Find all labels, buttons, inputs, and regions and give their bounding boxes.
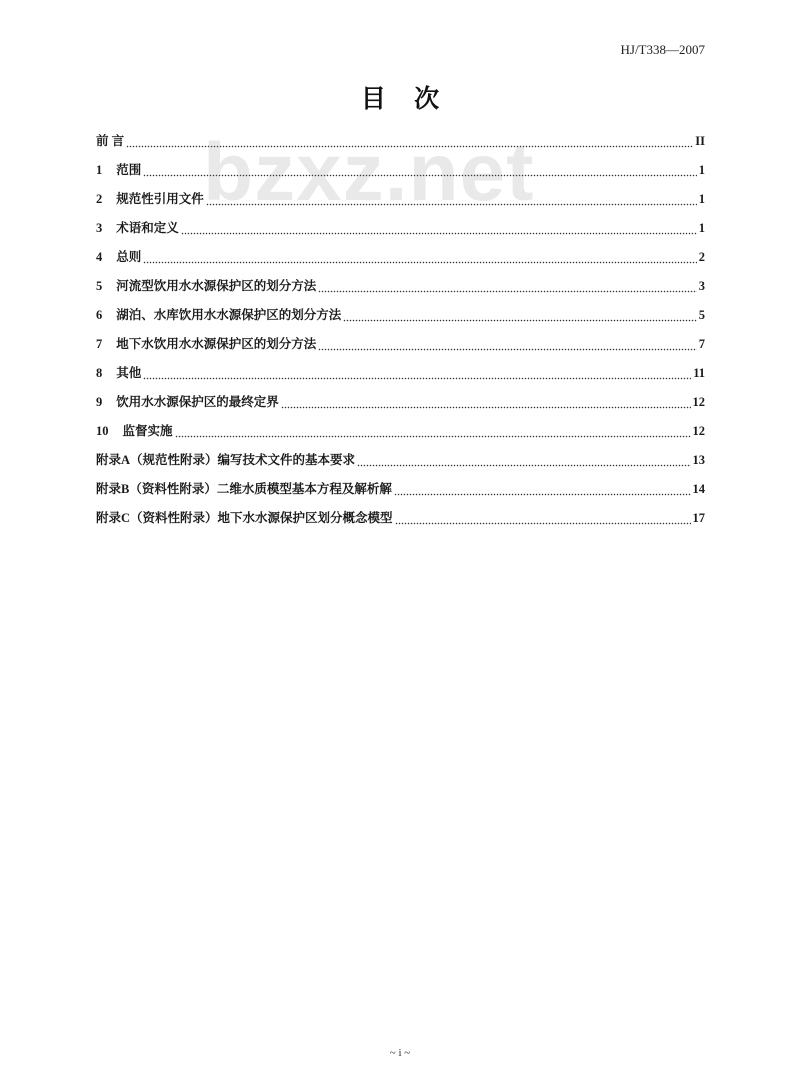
toc-entry-title: 湖泊、水库饮用水水源保护区的划分方法 bbox=[116, 308, 342, 322]
toc-entry-page: 14 bbox=[692, 482, 705, 496]
toc-entry-title: 饮用水水源保护区的最终定界 bbox=[116, 395, 279, 409]
toc-entry-page: 12 bbox=[692, 395, 705, 409]
document-code: HJ/T338—2007 bbox=[620, 42, 705, 57]
toc-entry-page: 13 bbox=[692, 453, 705, 467]
dot-leader bbox=[343, 305, 696, 325]
toc-entry-title: 河流型饮用水水源保护区的划分方法 bbox=[116, 279, 317, 293]
dot-leader bbox=[394, 479, 691, 499]
toc-entry-page: 3 bbox=[698, 279, 705, 293]
dot-leader bbox=[318, 334, 696, 354]
toc-entry-page: 1 bbox=[698, 192, 705, 206]
dot-leader bbox=[357, 450, 690, 470]
toc-entry-page: 7 bbox=[698, 337, 705, 351]
dot-leader bbox=[206, 189, 697, 209]
dot-leader bbox=[143, 160, 696, 180]
toc-entry-appendix-b[interactable] bbox=[96, 479, 705, 508]
toc-entry-number: 1 bbox=[96, 163, 103, 177]
toc-entry-preface[interactable] bbox=[96, 131, 705, 160]
toc-entry-page: 11 bbox=[693, 366, 705, 380]
toc-entry-number: 9 bbox=[96, 395, 103, 409]
dot-leader bbox=[143, 247, 696, 267]
toc-entry-title: 附录A（规范性附录）编写技术文件的基本要求 bbox=[96, 453, 356, 467]
dot-leader bbox=[175, 421, 691, 441]
toc-entry-page: 1 bbox=[698, 221, 705, 235]
dot-leader bbox=[143, 363, 691, 383]
toc-entry-title: 地下水饮用水水源保护区的划分方法 bbox=[116, 337, 317, 351]
toc-entry-number: 7 bbox=[96, 337, 103, 351]
toc-entry-9[interactable] bbox=[96, 392, 705, 421]
toc-entry-title: 规范性引用文件 bbox=[116, 192, 204, 206]
toc-entry-page: II bbox=[695, 134, 705, 148]
dot-leader bbox=[395, 508, 691, 528]
toc-entry-title: 总则 bbox=[116, 250, 142, 264]
dot-leader bbox=[181, 218, 697, 238]
toc-entry-number: 10 bbox=[96, 424, 109, 438]
toc-entry-title: 前 言 bbox=[96, 134, 125, 148]
toc-entry-page: 17 bbox=[692, 511, 705, 525]
toc-entry-8[interactable] bbox=[96, 363, 705, 392]
toc-entry-4[interactable] bbox=[96, 247, 705, 276]
toc-entry-title: 范围 bbox=[116, 163, 142, 177]
toc-entry-page: 5 bbox=[698, 308, 705, 322]
toc-entry-number: 2 bbox=[96, 192, 103, 206]
dot-leader bbox=[126, 131, 693, 151]
toc-entry-number: 6 bbox=[96, 308, 103, 322]
toc-entry-6[interactable] bbox=[96, 305, 705, 334]
page-number-footer: ~ i ~ bbox=[389, 1047, 411, 1059]
toc-entry-1[interactable] bbox=[96, 160, 705, 189]
toc-entry-title: 监督实施 bbox=[122, 424, 173, 438]
toc-entry-title: 附录B（资料性附录）二维水质模型基本方程及解析解 bbox=[96, 482, 392, 496]
toc-entry-appendix-c[interactable] bbox=[96, 508, 705, 537]
toc-entry-5[interactable] bbox=[96, 276, 705, 305]
toc-entry-appendix-a[interactable] bbox=[96, 450, 705, 479]
toc-entry-page: 2 bbox=[698, 250, 705, 264]
toc-entry-2[interactable] bbox=[96, 189, 705, 218]
toc-entry-title: 术语和定义 bbox=[116, 221, 179, 235]
table-of-contents bbox=[96, 131, 705, 537]
toc-entry-7[interactable] bbox=[96, 334, 705, 363]
toc-entry-10[interactable] bbox=[96, 421, 705, 450]
toc-entry-page: 12 bbox=[692, 424, 705, 438]
toc-entry-title: 其他 bbox=[116, 366, 142, 380]
dot-leader bbox=[318, 276, 696, 296]
page-title: 目 次 bbox=[360, 86, 440, 113]
toc-entry-number: 8 bbox=[96, 366, 103, 380]
toc-entry-page: 1 bbox=[698, 163, 705, 177]
toc-entry-title: 附录C（资料性附录）地下水水源保护区划分概念模型 bbox=[96, 511, 393, 525]
dot-leader bbox=[281, 392, 691, 412]
toc-entry-number: 5 bbox=[96, 279, 103, 293]
toc-entry-number: 4 bbox=[96, 250, 103, 264]
toc-entry-3[interactable] bbox=[96, 218, 705, 247]
toc-entry-number: 3 bbox=[96, 221, 103, 235]
